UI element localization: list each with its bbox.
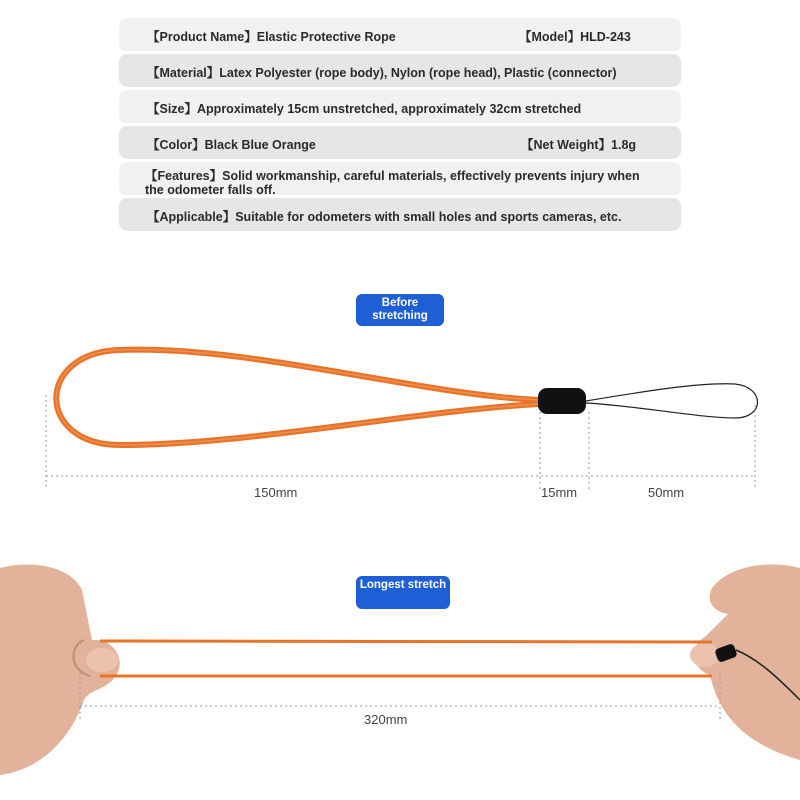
product-name-label: 【Product Name】 [147,30,257,44]
string-length-label: 50mm [648,485,685,500]
before-stretching-badge: Before stretching [356,294,444,326]
applicable-value: Suitable for odometers with small holes and sports cameras, etc. [235,210,622,224]
color-value: Black Blue Orange [204,138,316,152]
connector-length-label: 15mm [541,485,578,500]
rope-stretched [100,641,712,676]
connector-cap [538,388,586,414]
model-label: 【Model】 [519,30,581,44]
stretched-length-label: 320mm [364,712,408,727]
net-weight-label: 【Net Weight】 [521,138,612,152]
right-hand [690,564,800,760]
left-hand [0,564,120,775]
material-label: 【Material】 [147,66,220,80]
size-label: 【Size】 [147,102,198,116]
material-value: Latex Polyester (rope body), Nylon (rope head), Plastic (connector) [219,66,617,80]
model-value: HLD-243 [580,30,631,44]
features-label: 【Features】 [145,169,223,183]
applicable-label: 【Applicable】 [147,210,236,224]
features-value: Solid workmanship, careful materials, effectively prevents injury when the odometer falls off. [145,169,640,197]
thin-string-loop [586,384,758,418]
loop-length-label: 150mm [254,485,298,500]
color-label: 【Color】 [147,138,205,152]
product-name-value: Elastic Protective Rope [256,30,396,44]
size-value: Approximately 15cm unstretched, approximately 32cm stretched [197,102,582,116]
rope-unstretched [56,350,757,445]
net-weight-value: 1.8g [611,138,637,152]
longest-stretch-badge: Longest stretch [356,576,450,609]
